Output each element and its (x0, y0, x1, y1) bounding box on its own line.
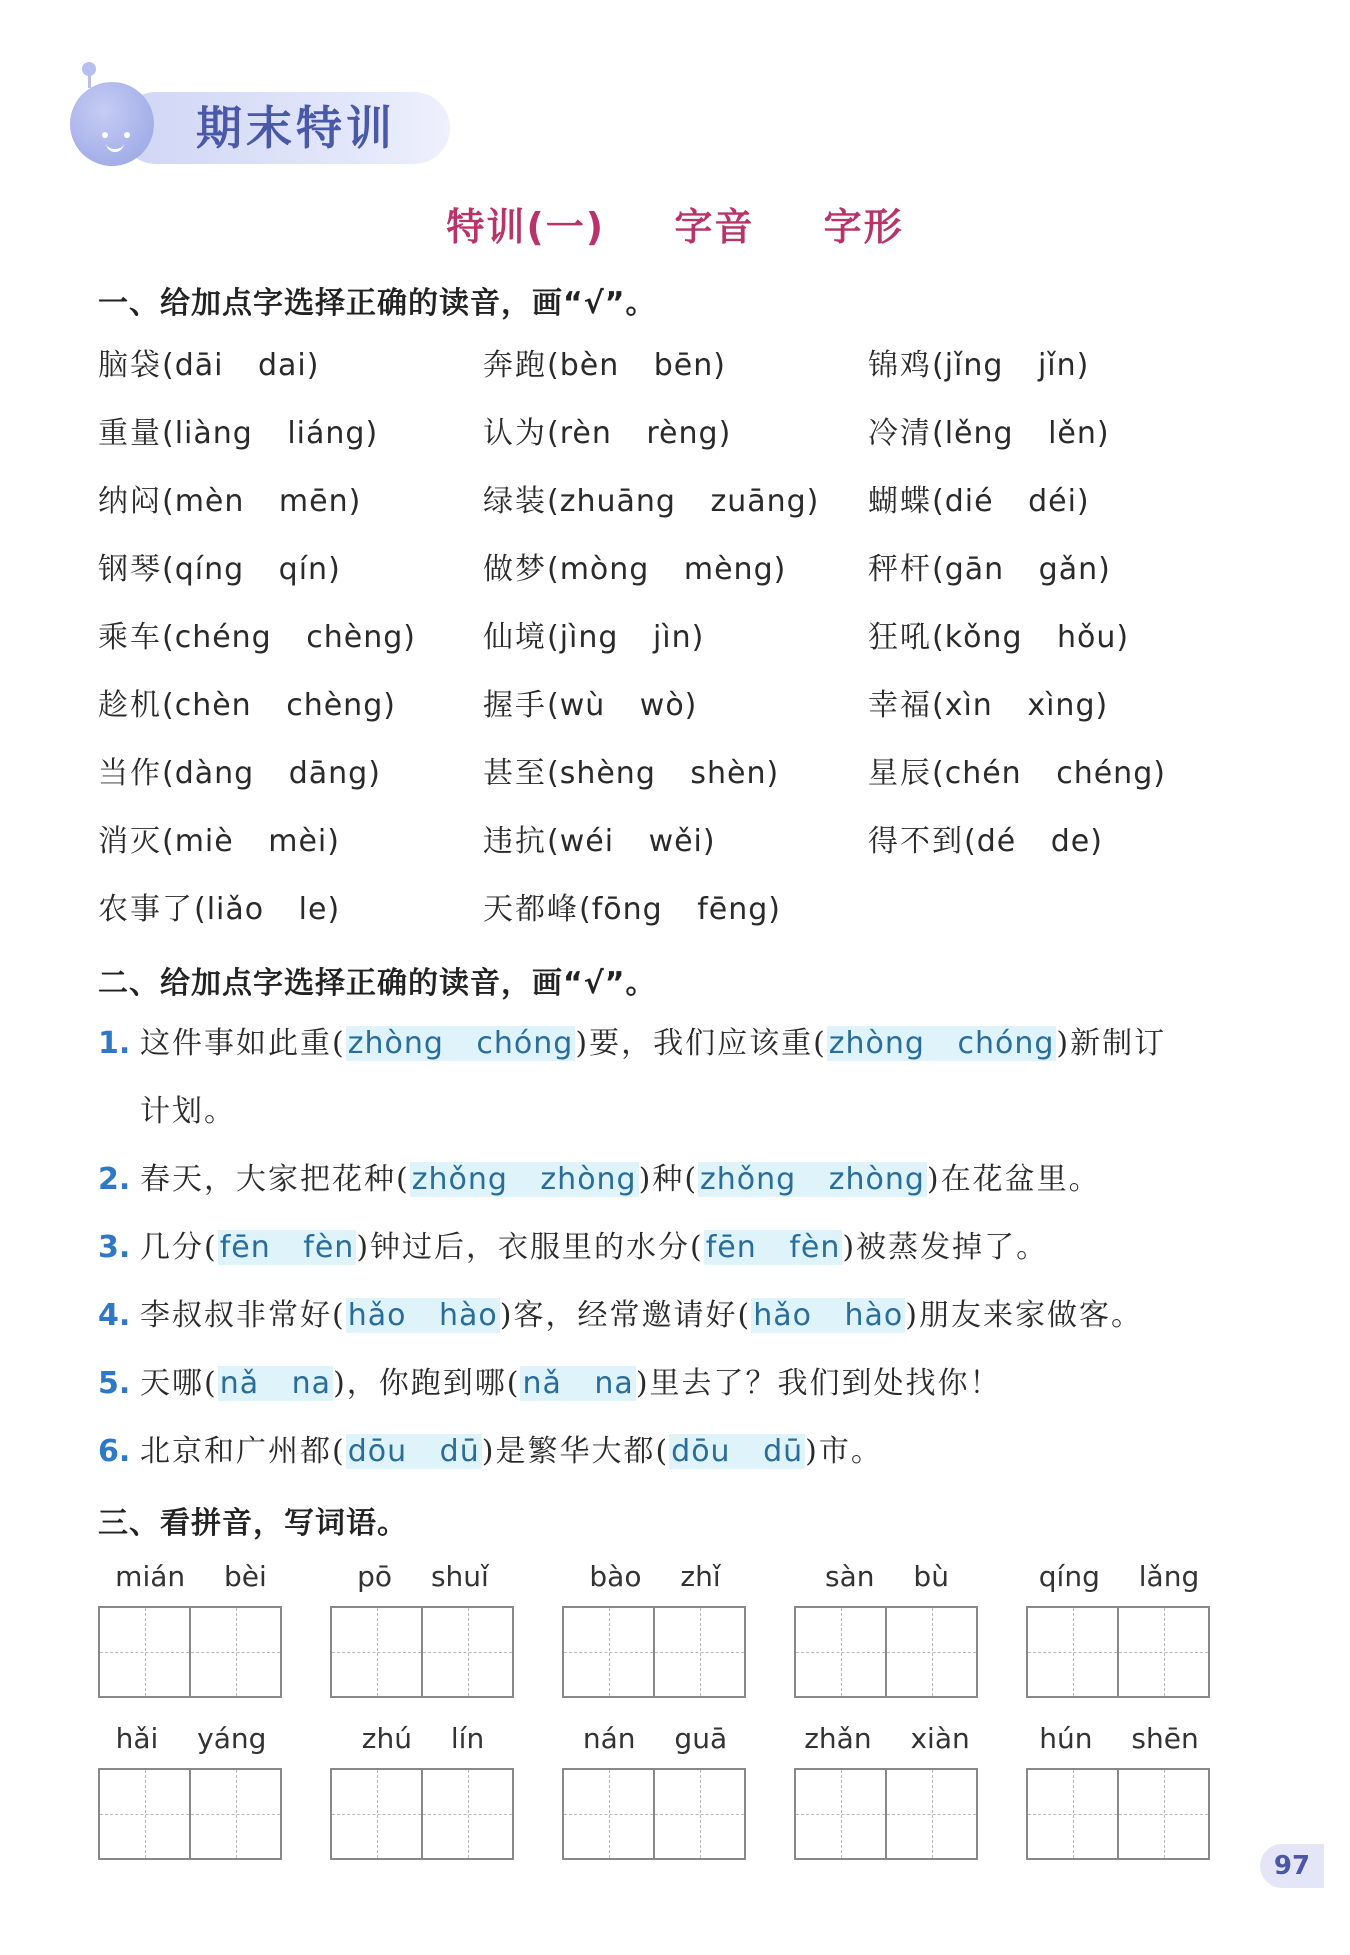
sentence-number: 6. (98, 1434, 131, 1469)
writing-cell[interactable] (1119, 1608, 1208, 1696)
pinyin-choice-item[interactable] (483, 544, 786, 588)
pinyin-choice-item[interactable] (483, 476, 819, 520)
section1-row (98, 816, 1258, 884)
sentence-text: )要，我们应该重( (575, 1026, 827, 1061)
pinyin-choice-item[interactable] (98, 680, 396, 724)
choice-pinyin[interactable]: (chéng chèng) (162, 620, 416, 655)
writing-cell[interactable] (564, 1608, 655, 1696)
writing-cell[interactable] (332, 1608, 423, 1696)
choice-pinyin[interactable]: (mòng mèng) (547, 552, 787, 587)
writing-cell[interactable] (1028, 1608, 1119, 1696)
writing-cell[interactable] (655, 1608, 744, 1696)
choice-pinyin[interactable]: (jǐng jǐn) (932, 348, 1090, 383)
robot-antenna-stem (88, 74, 91, 88)
pinyin-choice-item[interactable] (868, 612, 1129, 656)
writing-cell[interactable] (796, 1608, 887, 1696)
choice-pinyin[interactable]: (dé de) (964, 824, 1103, 859)
choice-pinyin[interactable]: (wù wò) (547, 688, 698, 723)
choice-word: 握手 (483, 688, 547, 723)
choice-word: 脑袋 (98, 348, 162, 383)
sentence-text: )朋友来家做客。 (905, 1298, 1143, 1333)
pinyin-writing-item (98, 1722, 284, 1860)
pinyin-choice-item[interactable] (483, 408, 731, 452)
pinyin-writing-item (794, 1722, 980, 1860)
pinyin-options[interactable]: nǎ na (522, 1366, 634, 1401)
writing-cell[interactable] (655, 1770, 744, 1858)
robot-face-icon (70, 82, 154, 166)
choice-pinyin[interactable]: (mèn mēn) (162, 484, 362, 519)
writing-boxes[interactable] (330, 1768, 514, 1860)
pinyin-choice-item[interactable] (483, 680, 697, 724)
section1-row (98, 544, 1258, 612)
pinyin-choice-item[interactable] (98, 884, 340, 928)
choice-word: 钢琴 (98, 552, 162, 587)
choice-word: 秤杆 (868, 552, 932, 587)
sentence-text: )是繁华大都( (481, 1434, 670, 1469)
sentence-number: 5. (98, 1366, 131, 1401)
subtitle-part2: 字音 (674, 205, 755, 249)
sentence-text: )市。 (805, 1434, 883, 1469)
writing-cell[interactable] (887, 1608, 976, 1696)
choice-pinyin[interactable]: (dāi dai) (162, 348, 320, 383)
choice-word: 奔跑 (483, 348, 547, 383)
sentence-number: 1. (98, 1026, 131, 1061)
choice-pinyin[interactable]: (lěng lěn) (932, 416, 1110, 451)
writing-cell[interactable] (423, 1608, 512, 1696)
sentence-text: )新制订 (1056, 1026, 1167, 1061)
choice-word: 趁机 (98, 688, 162, 723)
pinyin-options[interactable]: dōu dū (347, 1434, 480, 1469)
section2-title: 二、给加点字选择正确的读音，画“√”。 (98, 966, 657, 1001)
choice-word: 冷清 (868, 416, 932, 451)
pinyin-choice-item[interactable] (868, 340, 1089, 384)
sentence-text: 春天，大家把花种( (140, 1162, 410, 1197)
section2-list (98, 1020, 1278, 1496)
sentence-item (98, 1156, 1278, 1224)
writing-boxes[interactable] (330, 1606, 514, 1698)
writing-cell[interactable] (423, 1770, 512, 1858)
pinyin-choice-item[interactable] (98, 476, 361, 520)
sentence-text: 几分( (140, 1230, 218, 1265)
choice-word: 纳闷 (98, 484, 162, 519)
choice-pinyin[interactable]: (liǎo le) (194, 892, 341, 927)
pinyin-choice-item[interactable] (868, 476, 1090, 520)
pinyin-options[interactable]: dōu dū (671, 1434, 804, 1469)
choice-word: 仙境 (483, 620, 547, 655)
choice-word: 消灭 (98, 824, 162, 859)
pinyin-choice-item[interactable] (98, 748, 381, 792)
section1-row (98, 748, 1258, 816)
pinyin-choice-item[interactable] (98, 408, 378, 452)
sentence-text: )种( (638, 1162, 699, 1197)
writing-boxes[interactable] (1026, 1768, 1210, 1860)
word-pinyin: zhú lín (361, 1722, 485, 1755)
pinyin-options[interactable]: zhǒng zhòng (411, 1162, 637, 1197)
choice-word: 乘车 (98, 620, 162, 655)
pinyin-options[interactable]: zhòng chóng (347, 1026, 574, 1061)
pinyin-writing-item (1026, 1722, 1212, 1860)
writing-cell[interactable] (887, 1770, 976, 1858)
pinyin-options[interactable]: hǎo hào (753, 1298, 904, 1333)
choice-pinyin[interactable]: (liàng liáng) (162, 416, 379, 451)
pinyin-choice-item[interactable] (868, 408, 1110, 452)
word-pinyin: zhǎn xiàn (804, 1722, 970, 1755)
pinyin-options[interactable]: nǎ na (219, 1366, 332, 1401)
pinyin-writing-item (330, 1560, 516, 1698)
choice-word: 违抗 (483, 824, 547, 859)
writing-cell[interactable] (564, 1770, 655, 1858)
choice-word: 蝴蝶 (868, 484, 932, 519)
choice-pinyin[interactable]: (qíng qín) (162, 552, 341, 587)
writing-cell[interactable] (191, 1608, 280, 1696)
word-pinyin: qíng lǎng (1038, 1560, 1200, 1593)
section1-row (98, 476, 1258, 544)
pinyin-choice-item[interactable] (868, 816, 1103, 860)
pinyin-choice-item[interactable] (483, 340, 726, 384)
page-number: 97 (1260, 1844, 1324, 1888)
section1-title: 一、给加点字选择正确的读音，画“√”。 (98, 286, 657, 321)
robot-antenna-icon (82, 62, 96, 76)
pinyin-choice-item[interactable] (483, 612, 704, 656)
section3-title: 三、看拼音，写词语。 (98, 1506, 408, 1541)
section1-row (98, 612, 1258, 680)
choice-pinyin[interactable]: (bèn bēn) (547, 348, 726, 383)
pinyin-choice-item[interactable] (98, 340, 319, 384)
choice-pinyin[interactable]: (miè mèi) (162, 824, 340, 859)
subtitle-part3: 字形 (823, 205, 904, 249)
writing-cell[interactable] (1028, 1770, 1119, 1858)
choice-pinyin[interactable]: (kǒng hǒu) (932, 620, 1130, 655)
choice-word: 天都峰 (483, 892, 579, 927)
pinyin-choice-item[interactable] (868, 680, 1108, 724)
choice-word: 做梦 (483, 552, 547, 587)
pinyin-choice-item[interactable] (483, 884, 781, 928)
writing-boxes[interactable] (1026, 1606, 1210, 1698)
writing-boxes[interactable] (98, 1606, 282, 1698)
pinyin-writing-item (794, 1560, 980, 1698)
choice-pinyin[interactable]: (chèn chèng) (162, 688, 396, 723)
word-pinyin: mián bèi (115, 1560, 267, 1593)
choice-word: 绿装 (483, 484, 547, 519)
pinyin-options[interactable]: zhǒng zhòng (700, 1162, 925, 1197)
sentence-item (98, 1020, 1278, 1088)
pinyin-writing-item (562, 1722, 748, 1860)
sentence-continuation: 计划。 (140, 1094, 236, 1129)
writing-cell[interactable] (100, 1770, 191, 1858)
choice-pinyin[interactable]: (chén chéng) (932, 756, 1166, 791)
choice-word: 锦鸡 (868, 348, 932, 383)
choice-word: 当作 (98, 756, 162, 791)
choice-word: 星辰 (868, 756, 932, 791)
choice-pinyin[interactable]: (dàng dāng) (162, 756, 381, 791)
writing-cell[interactable] (796, 1770, 887, 1858)
sentence-text: )在花盆里。 (926, 1162, 1101, 1197)
sentence-text: )被蒸发掉了。 (842, 1230, 1049, 1265)
pinyin-options[interactable]: fēn fèn (219, 1230, 355, 1265)
section1-row (98, 884, 1258, 952)
sentence-item (98, 1292, 1278, 1360)
word-pinyin: pō shuǐ (357, 1560, 489, 1593)
writing-boxes[interactable] (98, 1768, 282, 1860)
sentence-item (98, 1360, 1278, 1428)
choice-pinyin[interactable]: (xìn xìng) (932, 688, 1109, 723)
choice-word: 幸福 (868, 688, 932, 723)
pinyin-choice-item[interactable] (98, 544, 341, 588)
choice-pinyin[interactable]: (rèn rèng) (547, 416, 732, 451)
pinyin-options[interactable]: hǎo hào (347, 1298, 498, 1333)
pinyin-choice-item[interactable] (98, 612, 416, 656)
sentence-text: )里去了？我们到处找你！ (635, 1366, 1002, 1401)
choice-word: 农事了 (98, 892, 194, 927)
pinyin-choice-item[interactable] (98, 816, 340, 860)
choice-pinyin[interactable]: (dié déi) (932, 484, 1090, 519)
section1-row (98, 408, 1258, 476)
word-pinyin: bào zhǐ (589, 1560, 721, 1593)
lesson-subtitle (0, 196, 1350, 251)
choice-word: 得不到 (868, 824, 964, 859)
word-pinyin: hǎi yáng (115, 1722, 267, 1755)
pinyin-writing-item (98, 1560, 284, 1698)
writing-cell[interactable] (100, 1608, 191, 1696)
pinyin-writing-item (1026, 1560, 1212, 1698)
section1-grid (98, 340, 1258, 952)
pinyin-choice-item[interactable] (483, 816, 716, 860)
choice-word: 重量 (98, 416, 162, 451)
writing-boxes[interactable] (562, 1768, 746, 1860)
sentence-number: 2. (98, 1162, 131, 1197)
pinyin-choice-item[interactable] (868, 544, 1111, 588)
writing-boxes[interactable] (794, 1606, 978, 1698)
choice-word: 甚至 (483, 756, 547, 791)
pinyin-options[interactable]: fēn fèn (705, 1230, 841, 1265)
choice-pinyin[interactable]: (shèng shèn) (547, 756, 780, 791)
sentence-text: )客，经常邀请好( (499, 1298, 752, 1333)
sentence-number: 3. (98, 1230, 131, 1265)
choice-pinyin[interactable]: (zhuāng zuāng) (547, 484, 820, 519)
writing-cell[interactable] (191, 1770, 280, 1858)
writing-boxes[interactable] (794, 1768, 978, 1860)
choice-word: 狂吼 (868, 620, 932, 655)
sentence-text: 天哪( (140, 1366, 218, 1401)
choice-pinyin[interactable]: (jìng jìn) (547, 620, 705, 655)
sentence-text: 这件事如此重( (140, 1026, 346, 1061)
sentence-item (98, 1224, 1278, 1292)
sentence-number: 4. (98, 1298, 131, 1333)
writing-cell[interactable] (1119, 1770, 1208, 1858)
subtitle-part1: 特训(一) (446, 205, 606, 249)
sentence-text: )，你跑到哪( (333, 1366, 521, 1401)
section1-row (98, 340, 1258, 408)
section1-row (98, 680, 1258, 748)
writing-cell[interactable] (332, 1770, 423, 1858)
sentence-item (98, 1428, 1278, 1496)
writing-boxes[interactable] (562, 1606, 746, 1698)
section-banner (70, 62, 450, 170)
word-pinyin: nán guā (582, 1722, 728, 1755)
pinyin-writing-item (562, 1560, 748, 1698)
banner-title: 期末特训 (196, 101, 396, 155)
choice-pinyin[interactable]: (fōng fēng) (579, 892, 781, 927)
sentence-text: )钟过后，衣服里的水分( (356, 1230, 704, 1265)
choice-pinyin[interactable]: (gān gǎn) (932, 552, 1111, 587)
pinyin-writing-item (330, 1722, 516, 1860)
pinyin-options[interactable]: zhòng chóng (828, 1026, 1055, 1061)
word-pinyin: sàn bù (825, 1560, 949, 1593)
sentence-text: 李叔叔非常好( (140, 1298, 346, 1333)
pinyin-choice-item[interactable] (868, 748, 1166, 792)
word-pinyin: hún shēn (1039, 1722, 1199, 1755)
pinyin-choice-item[interactable] (483, 748, 779, 792)
sentence-text: 北京和广州都( (140, 1434, 346, 1469)
choice-pinyin[interactable]: (wéi wěi) (547, 824, 716, 859)
choice-word: 认为 (483, 416, 547, 451)
